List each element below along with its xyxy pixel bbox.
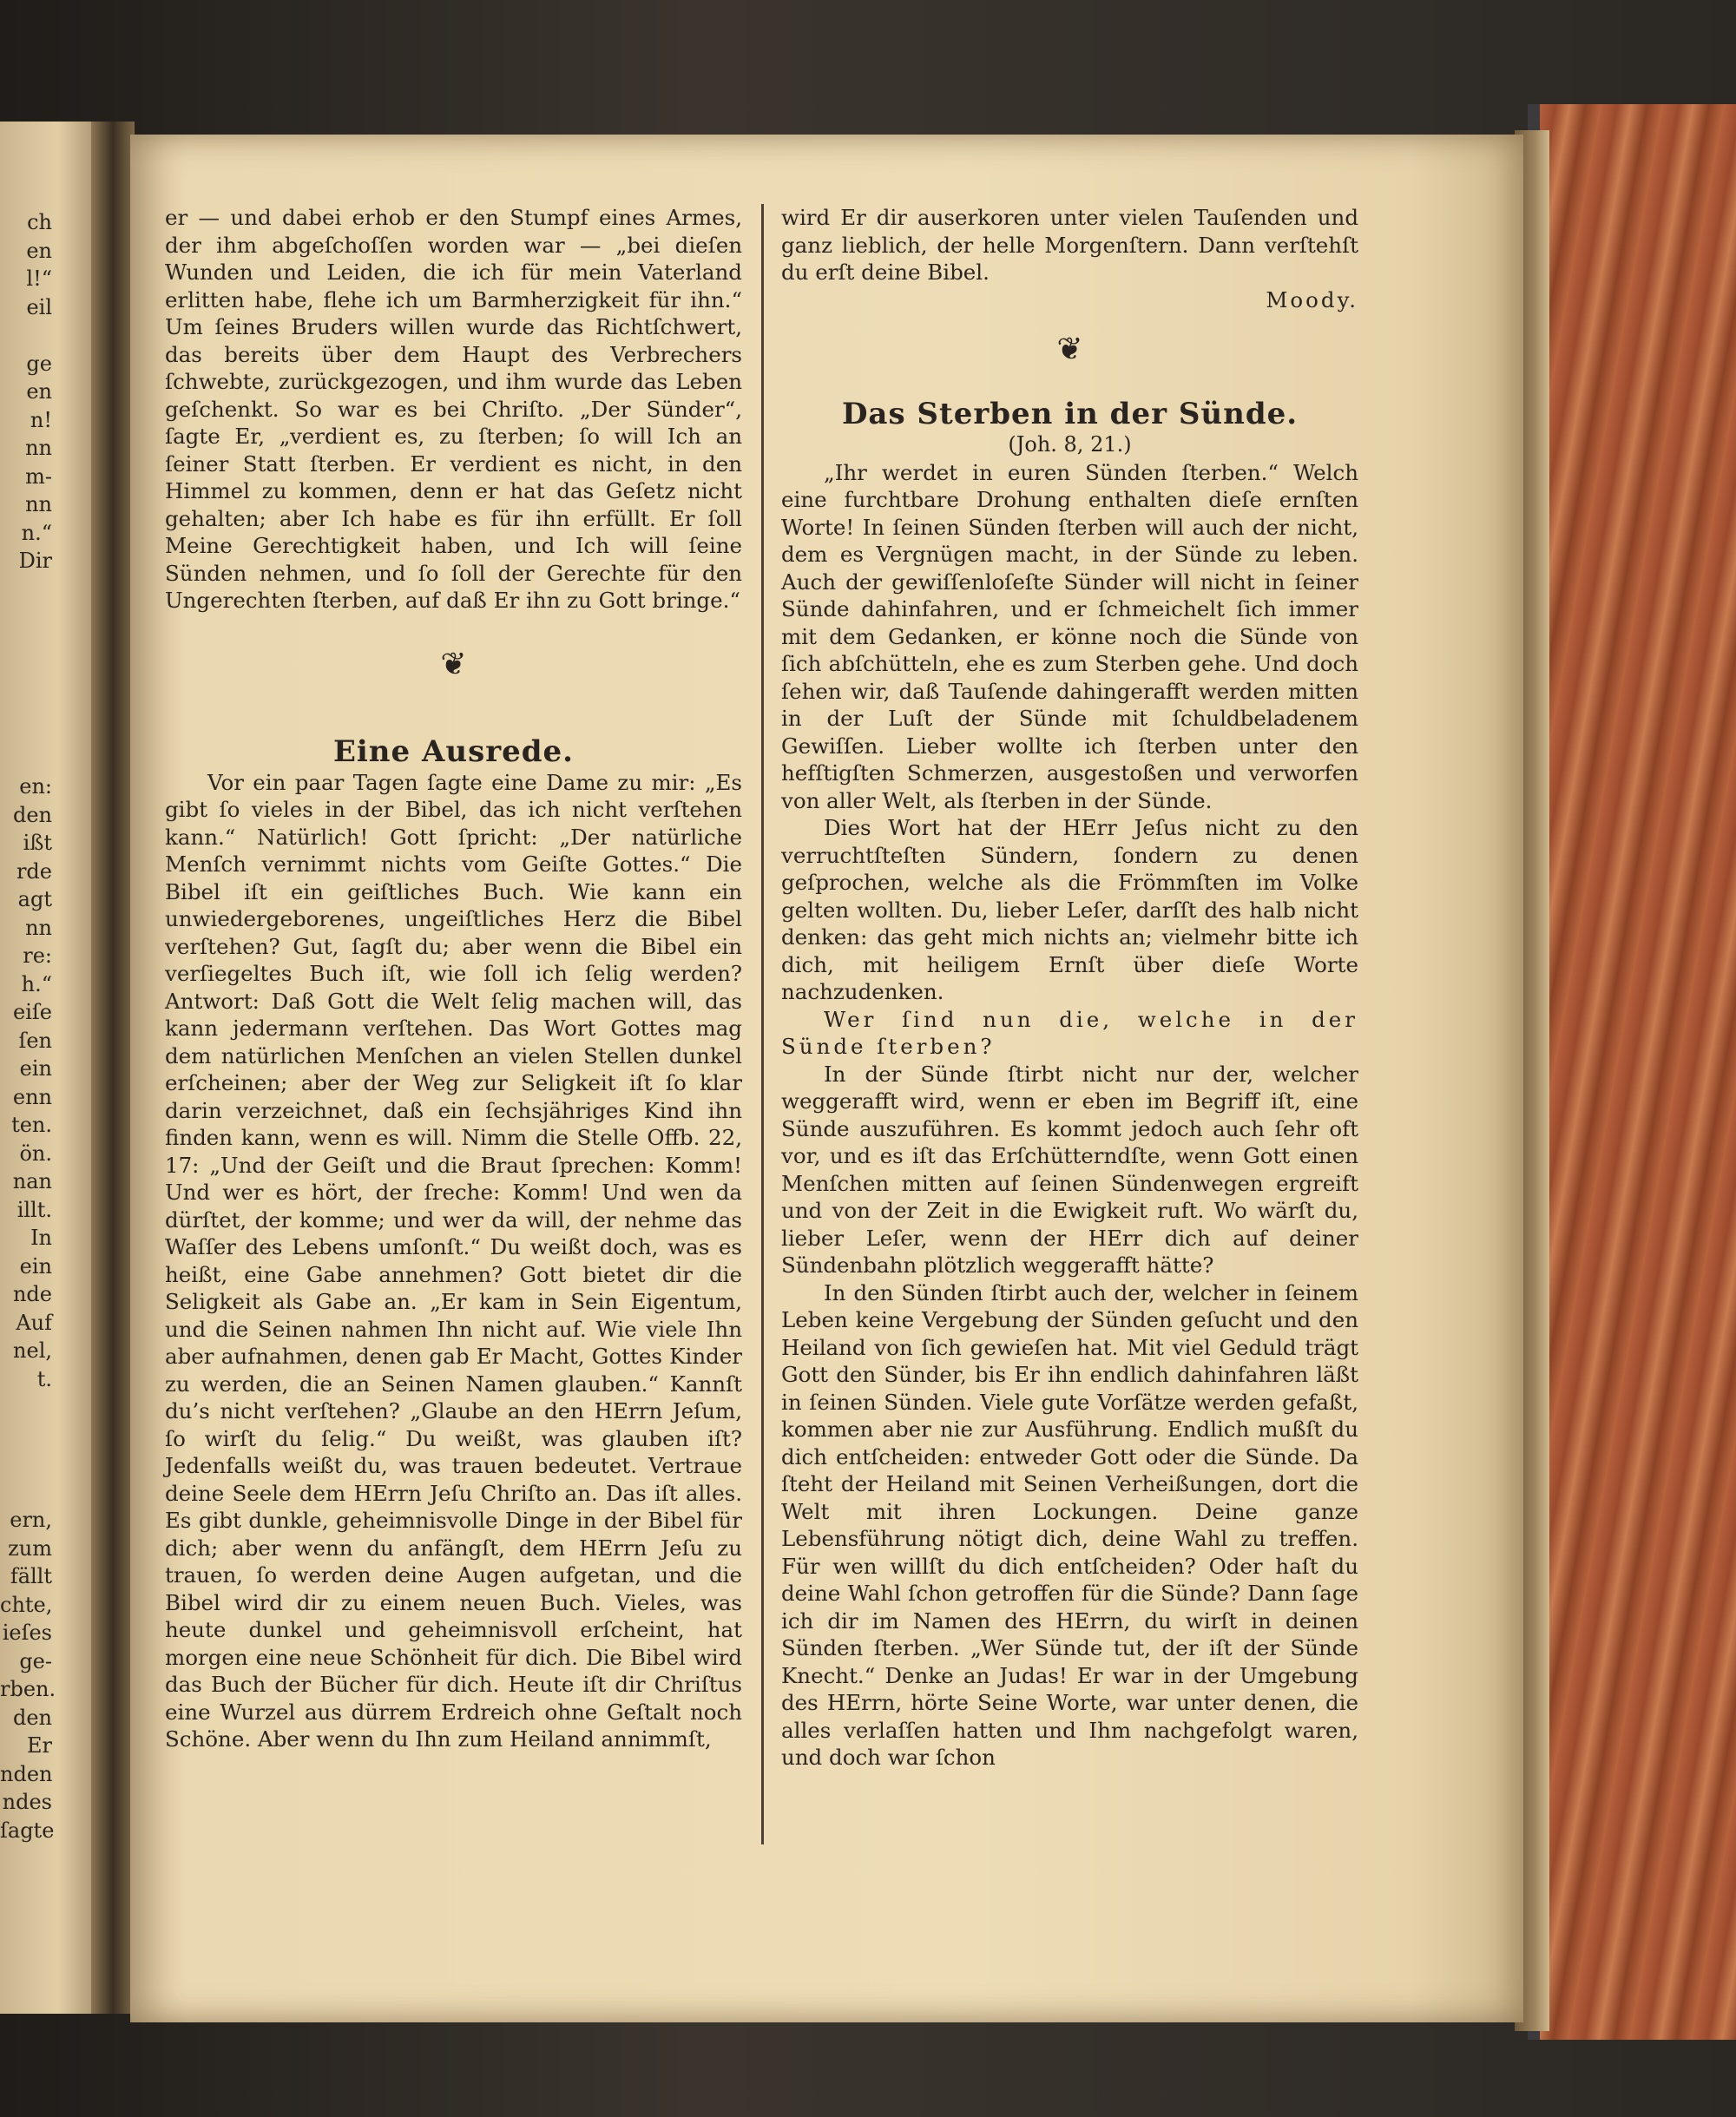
facing-page-line: ieſes [2,1621,52,1645]
facing-page-line: Dir [18,549,52,573]
facing-page-line: nel, [13,1338,52,1363]
facing-page-line: nn [25,436,52,460]
facing-page-line: ge [26,351,52,376]
facing-page-line [0,575,52,604]
facing-page-line: n! [30,407,52,432]
facing-page-line: ſen [18,1028,52,1053]
facing-page-line: en [26,238,52,263]
facing-page-line: enn [12,1084,52,1109]
paragraph: er — und dabei erhob er den Stumpf eines Armes, der ihm abgeſchoſſen worden war — „bei dieſen Wunden und Leiden, die ich für mein Vaterland erlitten habe, flehe ich um Barmherzigkeit für ihn.“ Um ſeines Bruders willen wurde das Richtſchwert, das bereits über dem Haupt des Verbrechers ſchwebte, zurückgezogen, und ihm wurde das Leben geſchenkt. So war es bei Chriſto. „Der Sünder“, ſagte Er, „verdient es, zu ſterben; ſo will Ich an ſeiner Statt ſterben. Er verdient es nicht, in den Himmel zu kommen, denn er hat das Geſetz nicht gehalten; aber Ich habe es für ihn erfüllt. Er ſoll Meine Gerechtigkeit haben, und Ich will ſeine Sünden nehmen, und ſo ſoll der Gerechte für den Ungerechten ſterben, auf daß Er ihn zu Gott bringe.“ [165,205,742,613]
facing-page-line: Auf [16,1310,52,1335]
paragraph: In der Sünde ſtirbt nicht nur der, welcher weggerafft wird, wenn er eben im Begriff iſt, eine Sünde auszuführen. Es kommt jedoch auch ſehr oft vor, und es iſt das Erſchütterndſte, wenn Gott einen Menſchen mitten auf ſeinen Sündenwegen ergreift und von der Zeit in die Ewigkeit ruft. Wo wärſt du, lieber Leſer, wenn der HErr dich auf deiner Sündenbahn plötzlich weggerafft hätte? [781,1061,1358,1278]
ornament-icon: ❦ [1056,332,1083,367]
facing-page-line: fällt [10,1564,52,1588]
facing-page-line [0,688,52,717]
facing-page-line [0,1478,52,1507]
facing-page-line: rde [16,858,52,884]
facing-page-line: nan [12,1169,52,1193]
facing-page-line: agt [17,887,52,911]
facing-page-line: ißt [23,831,52,855]
facing-page-line: h.“ [21,971,52,996]
facing-page-line: ten. [11,1113,52,1137]
scripture-reference: (Joh. 8, 21.) [1008,432,1132,457]
book-gutter [91,122,135,2014]
section-heading: Das Sterben in der Sünde. [841,397,1299,431]
facing-page-line [0,716,52,745]
facing-page-line: chte, [0,1592,53,1617]
facing-page-line: ch [27,210,52,234]
facing-page-line: den [12,1705,52,1730]
facing-page-line: ern, [10,1508,52,1532]
facing-page-line: nn [25,915,52,940]
facing-page-text [0,208,56,1844]
subheading-question: Wer ſind nun die, welche in der Sünde ſterben? [781,1006,1358,1059]
facing-page-line: ein [19,1056,52,1081]
facing-page-line [0,660,52,688]
paragraph: „Ihr werdet in euren Sünden ſterben.“ Welch eine furchtbare Drohung enthalten dieſe ernſten Worte! In ſeinen Sünden ſterben will auch der nicht, dem es Vergnügen macht, in der Sünde zu leben. Auch der gewiſſenloſeſte Sünder will nicht in ſeiner Sünde dahinfahren, und er ſchmeichelt ſich immer mit dem Gedanken, er könne noch die Sünde von ſich abſchütteln, ehe es zum Sterben gehe. Und doch ſehen wir, daß Tauſende dahingerafft werden mitten in der Luſt der Sünde mit ſchuldbeladenem Gewiſſen. Lieber wollte ich ſterben unter den hefſtigſten Schmerzen, ausgestoßen und verworfen von aller Welt, als ſterben in der Sünde. [781,459,1358,813]
facing-page-line [0,745,52,773]
paragraph: Dies Wort hat der HErr Jeſus nicht zu den verruchtſteſten Sündern, ſondern zu denen geſprochen, welche als die Frömmſten im Volke gelten wollten. Du, lieber Leſer, darſſt des halb nicht denken: das geht mich nichts an; vielmehr bitte ich dich, mit heiligem Ernſt über dieſe Worte nachzudenken. [781,815,1358,1004]
facing-page-line: l!“ [26,266,52,291]
facing-page-line: den [12,802,52,827]
section-heading: Eine Ausrede. [332,733,575,769]
facing-page-line [0,321,52,350]
facing-page-line: ndes [2,1790,52,1814]
paragraph: Vor ein paar Tagen ſagte eine Dame zu mir: „Es gibt ſo vieles in der Bibel, das ich nicht verſtehen kann.“ Natürlich! Gott ſpricht: „Der natürliche Menſch vernimmt nichts vom Geiſte Gottes.“ Die Bibel iſt ein geiſtliches Buch. Wie kann ein unwiedergeborenes, ungeiſtliches Herz die Bibel verſtehen? Gut, ſagſt du; aber wenn die Bibel ein verſiegeltes Buch iſt, wie ſoll ich ſelig werden? Antwort: Daß Gott die Welt ſelig machen will, das kann jedermann verſtehen. Das Wort Gottes mag dem natürlichen Menſchen an vielen Stellen dunkel erſcheinen; aber der Weg zur Seligkeit iſt ſo klar darin verzeichnet, daß ein ſechsjähriges Kind ihn finden kann, wenn es will. Nimm die Stelle Offb. 22, 17: „Und der Geiſt und die Braut ſprechen: Komm! Und wer es hört, der ſreche: Komm! Und wen da dürſtet, der komme; und wer da will, der nehme das Waſſer des Lebens umſonſt.“ Du weißt doch, was es heißt, eine Gabe annehmen? Gott bietet dir die Seligkeit als Gabe an. „Er kam in Sein Eigentum, und die Seinen nahmen Ihn nicht auf. Wie viele Ihn aber aufnahmen, denen gab Er Macht, Gottes Kinder zu werden, die an Seinen Namen glauben.“ Kannſt du’s nicht verſtehen? „Glaube an den HErrn Jeſum, ſo wirſt du ſelig.“ Du weißt, was glauben iſt? Jedenfalls weißt du, was trauen bedeutet. Vertraue deine Seele dem HErrn Jeſu Chriſto an. Das iſt alles. Es gibt dunkle, geheimnisvolle Dinge in der Bibel für dich; aber wenn du anfängſt, dem HErrn Jeſu zu trauen, ſo werden deine Augen aufgetan, und die Bibel wird dir zu einem neuen Buch. Vieles, was heute dunkel und geheimnisvoll erſcheint, hat morgen eine neue Schönheit für dich. Die Bibel wird das Buch der Bücher für dich. Heute iſt dir Chriſtus eine Wurzel aus dürrem Erdreich ohne Geſtalt noch Schöne. Aber wenn du Ihn zum Heiland annimmſt, [165,769,742,1752]
facing-page-line: en [26,379,52,404]
left-column [165,204,742,1753]
facing-page-line: zum [8,1535,52,1561]
facing-page-line: Er [27,1733,52,1758]
facing-page-line: eiſe [13,1000,52,1024]
facing-page-line: ge- [19,1648,52,1673]
facing-page-line: In [30,1226,52,1250]
book-cover-edge [1528,104,1736,2040]
facing-page-line: ön. [19,1141,52,1166]
facing-page-line: eil [26,294,52,319]
facing-page-line [0,1450,52,1478]
ornament-icon: ❦ [440,646,467,682]
facing-page-line [0,632,52,661]
facing-page [0,122,104,2014]
column-divider [761,204,764,1844]
facing-page-line [0,1393,52,1422]
paragraph: wird Er dir auserkoren unter vielen Tauſenden und ganz lieblich, der helle Morgenſtern. Dann verſtehſt du erſt deine Bibel. [781,205,1358,285]
facing-page-line: t. [36,1366,52,1391]
right-column [781,204,1358,1772]
facing-page-line: nde [12,1282,52,1306]
author-signature: Moody. [1266,286,1358,312]
facing-page-line [0,1422,52,1450]
facing-page-line: nden [0,1761,53,1786]
facing-page-line: illt. [16,1197,52,1222]
facing-page-line: re: [23,943,52,968]
facing-page-line: en: [19,774,52,799]
facing-page-line [0,603,52,632]
facing-page-line: ein [19,1253,52,1279]
facing-page-line: m- [25,464,52,489]
facing-page-line: rben. [0,1677,56,1701]
paragraph: In den Sünden ſtirbt auch der, welcher in ſeinem Leben keine Vergebung der Sünden geſucht und den Heiland von ſich gewieſen hat. Mit viel Geduld trägt Gott den Sünder, bis Er ihn endlich dahinfahren läßt in ſeinen Sünden. Viele gute Vorſätze werden gefaßt, kommen aber nie zur Ausführung. Endlich mußſt du dich entſcheiden: entweder Gott oder die Sünde. Da ſteht der Heiland mit Seinen Verheißungen, dort die Welt mit ihren Lockungen. Deine ganze Lebensführung nötigt dich, deine Wahl zu treffen. Für wen willſt du dich entſcheiden? Oder haſt du deine Wahl ſchon getroffen für die Sünde? Dann ſage ich dir im Namen des HErrn, du wirſt in deinen Sünden ſterben. „Wer Sünde tut, der iſt der Sünde Knecht.“ Denke an Judas! Er war in der Umgebung des HErrn, hörte Seine Worte, war unter denen, die alles verlaſſen hatten und Ihm nachgefolgt waren, und doch war ſchon [781,1279,1358,1770]
facing-page-line: ſagte [0,1818,55,1843]
facing-page-line: n.“ [21,520,52,545]
facing-page-line: nn [25,492,52,516]
